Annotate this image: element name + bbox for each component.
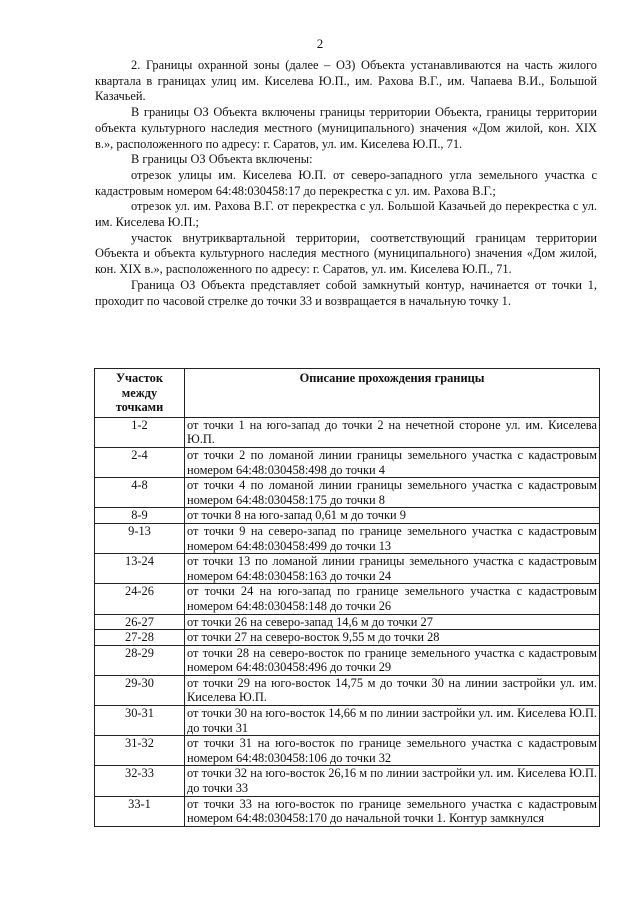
description-cell: от точки 33 на юго-восток по границе земельного участка с кадастровым номером 64:48:030458:170 до начальной точки 1. Контур замкнулся (185, 796, 600, 826)
description-cell: от точки 27 на северо-восток 9,55 м до точки 28 (185, 630, 600, 646)
table-row (95, 523, 600, 553)
segment-cell: 8-9 (95, 508, 185, 524)
description-cell: от точки 24 на юго-запад по границе земельного участка с кадастровым номером 64:48:030458:148 до точки 26 (185, 584, 600, 614)
description-cell: от точки 30 на юго-восток 14,66 м по линии застройки ул. им. Киселева Ю.П. до точки 31 (185, 706, 600, 736)
document-body (95, 58, 597, 309)
paragraph-oz-includes-territory: В границы ОЗ Объекта включены границы территории Объекта, границы территории объекта культурного наследия местного (муниципального) значения «Дом жилой, кон. XIX в.», расположенного по адресу: г. Саратов, ул. им. Киселева Ю.П., 71. (95, 105, 597, 151)
table-row (95, 645, 600, 675)
segment-cell: 1-2 (95, 417, 185, 447)
table-row (95, 706, 600, 736)
table-row (95, 508, 600, 524)
table-row (95, 614, 600, 630)
paragraph-oz-included-intro: В границы ОЗ Объекта включены: (131, 152, 313, 167)
description-cell: от точки 13 по ломаной линии границы земельного участка с кадастровым номером 64:48:030458:163 до точки 24 (185, 554, 600, 584)
paragraph-contour-description: Граница ОЗ Объекта представляет собой замкнутый контур, начинается от точки 1, проходит по часовой стрелке до точки 33 и возвращается в начальную точку 1. (95, 277, 597, 308)
description-cell: от точки 31 на юго-восток по границе земельного участка с кадастровым номером 64:48:030458:106 до точки 32 (185, 736, 600, 766)
segment-cell: 29-30 (95, 675, 185, 705)
table-row (95, 417, 600, 447)
description-cell: от точки 32 на юго-восток 26,16 м по линии застройки ул. им. Киселева Ю.П. до точки 33 (185, 766, 600, 796)
table-row (95, 478, 600, 508)
segment-cell: 26-27 (95, 614, 185, 630)
description-cell: от точки 4 по ломаной линии границы земельного участка с кадастровым номером 64:48:030458:175 до точки 8 (185, 478, 600, 508)
description-cell: от точки 8 на юго-запад 0,61 м до точки 9 (185, 508, 600, 524)
table-row (95, 447, 600, 477)
description-cell: от точки 2 по ломаной линии границы земельного участка с кадастровым номером 64:48:030458:498 до точки 4 (185, 447, 600, 477)
segment-cell: 4-8 (95, 478, 185, 508)
segment-cell: 33-1 (95, 796, 185, 826)
description-cell: от точки 28 на северо-восток по границе земельного участка с кадастровым номером 64:48:030458:496 до точки 29 (185, 645, 600, 675)
table-row (95, 554, 600, 584)
boundary-table (94, 368, 600, 827)
segment-cell: 28-29 (95, 645, 185, 675)
description-cell: от точки 26 на северо-запад 14,6 м до точки 27 (185, 614, 600, 630)
table-row (95, 796, 600, 826)
table-row (95, 675, 600, 705)
description-cell: от точки 1 на юго-запад до точки 2 на нечетной стороне ул. им. Киселева Ю.П. (185, 417, 600, 447)
segment-cell: 9-13 (95, 523, 185, 553)
segment-cell: 2-4 (95, 447, 185, 477)
paragraph-street-segment-rakhova: отрезок ул. им. Рахова В.Г. от перекрестка с ул. Большой Казачьей до перекрестка с ул. им. Киселева Ю.П.; (95, 199, 597, 230)
segment-cell: 24-26 (95, 584, 185, 614)
segment-cell: 13-24 (95, 554, 185, 584)
table-row (95, 630, 600, 646)
header-segment: Участок между точками (95, 369, 185, 418)
page-number: 2 (316, 36, 324, 51)
table-row (95, 766, 600, 796)
table-row (95, 736, 600, 766)
segment-cell: 31-32 (95, 736, 185, 766)
description-cell: от точки 9 на северо-запад по границе земельного участка с кадастровым номером 64:48:030458:499 до точки 13 (185, 523, 600, 553)
paragraph-street-segment-kiseleva: отрезок улицы им. Киселева Ю.П. от северо-западного угла земельного участка с кадастровым номером 64:48:030458:17 до перекрестка с ул. им. Рахова В.Г.; (95, 167, 597, 198)
segment-cell: 30-31 (95, 706, 185, 736)
header-description: Описание прохождения границы (185, 369, 600, 418)
table-header-row (95, 369, 600, 418)
segment-cell: 27-28 (95, 630, 185, 646)
segment-cell: 32-33 (95, 766, 185, 796)
paragraph-intra-block-area: участок внутриквартальной территории, соответствующий границам территории Объекта и объекта культурного наследия местного (муниципального) значения «Дом жилой, кон. XIX в.», расположенного по адресу: г. Саратов, ул. им. Киселева Ю.П., 71. (95, 230, 597, 277)
paragraph-oz-boundaries: 2. Границы охранной зоны (далее – ОЗ) Объекта устанавливаются на часть жилого квартала в границах улиц им. Киселева Ю.П., им. Рахова В.Г., им. Чапаева В.И., Большой Казачьей. (95, 58, 597, 104)
table-row (95, 584, 600, 614)
description-cell: от точки 29 на юго-восток 14,75 м до точки 30 на линии застройки ул. им. Киселева Ю.П. (185, 675, 600, 705)
